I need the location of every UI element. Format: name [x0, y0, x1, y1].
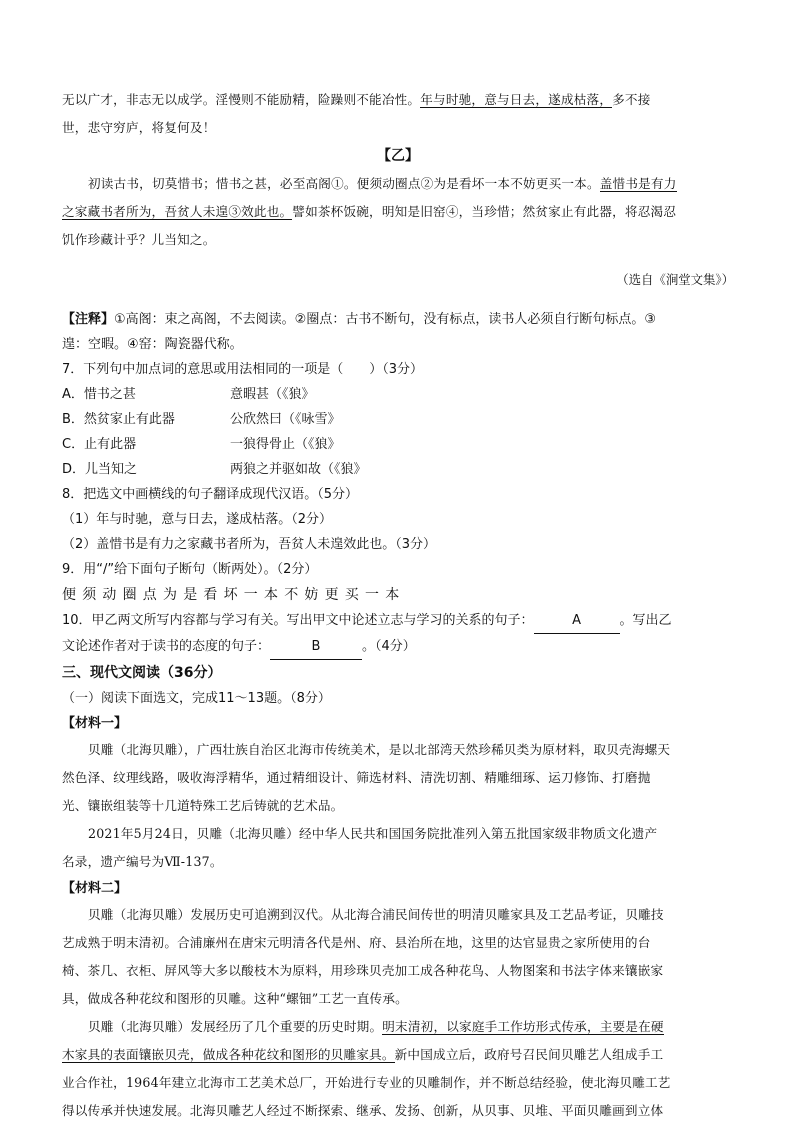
jia-underlined-sentence: 年与时驰，意与日去，遂成枯落， — [420, 92, 613, 107]
material-2-line-4: 具，做成各种花纹和图形的贝雕。这种“螺钿”工艺一直传承。 — [62, 990, 408, 1006]
q7-option-c — [62, 432, 734, 457]
material-1-line-4: 2021年5月24日，贝雕（北海贝雕）经中华人民共和国国务院批准列入第五批国家级非物质文化遗产 — [88, 825, 658, 841]
material-1-title: 【材料一】 — [62, 715, 128, 731]
q7-option-b — [62, 407, 734, 432]
material-1-line-1: 贝雕（北海贝雕），广西壮族自治区北海市传统美术，是以北部湾天然珍稀贝类为原材料，取贝壳海螺天 — [88, 741, 671, 757]
notes — [62, 307, 734, 357]
material-2-line-5 — [62, 1013, 734, 1041]
notes-label: 【注释】 — [62, 311, 115, 327]
jia-text-line-1 — [62, 86, 734, 114]
option-right: 意暇甚（《狼》 — [230, 386, 315, 402]
yi-text-line-3: 饥作珍藏计乎？儿当知之。 — [62, 232, 216, 247]
notes-line-2: 遑：空暇。④窑：陶瓷器代称。 — [62, 336, 243, 352]
option-right: 一狼得骨止（《狼》 — [230, 436, 341, 452]
yi-text-line-1 — [62, 170, 734, 198]
option-left: C．止有此器 — [62, 436, 137, 452]
option-right: 两狼之并驱如故（《狼》 — [230, 461, 367, 477]
option-right: 公欣然曰（《咏雪》 — [230, 411, 341, 427]
material-2-line-3: 椅、茶几、衣柜、屏风等大多以酸枝木为原料，用珍珠贝壳加工成各种花鸟、人物图案和书法字体来镶嵌家 — [62, 962, 664, 978]
material-2-line-2: 艺成熟于明末清初。合浦廉州在唐宋元明清各代是州、府、县治所在地，这里的达官显贵之家所使用的台 — [62, 934, 651, 950]
material-2-line-7: 业合作社，1964年建立北海市工艺美术总厂，开始进行专业的贝雕制作，并不断总结经验，使北海贝雕工艺 — [62, 1074, 671, 1090]
material-1-line-3: 光、镶嵌组装等十几道特殊工艺后铸就的艺术品。 — [62, 797, 344, 813]
yi-text-segment: 譬如茶杯饭碗，明知是旧窑④，当珍惜；然贫家止有此器，将忍渴忍 — [292, 204, 677, 219]
q10-text: 。（4分） — [362, 638, 416, 654]
question-8-stem: 8．把选文中画横线的句子翻译成现代汉语。（5分） — [62, 486, 359, 502]
m2-text-segment: 贝雕（北海贝雕）发展经历了几个重要的历史时期。 — [88, 1018, 383, 1034]
exam-page — [62, 86, 734, 1125]
jia-text-line-2: 世，悲守穷庐，将复何及！ — [62, 120, 216, 135]
material-1-line-5: 名录，遗产编号为Ⅶ-137。 — [62, 853, 223, 869]
material-2-line-6 — [62, 1041, 734, 1069]
question-9-sentence: 便须动圈点为是看坏一本不妨更买一本 — [62, 586, 406, 603]
q10-text: 10．甲乙两文所写内容都与学习有关。写出甲文中论述立志与学习的关系的句子： — [62, 612, 534, 628]
yi-underlined-sentence: 之家藏书者所为，吾贫人未遑③效此也。 — [62, 204, 293, 219]
section-3-heading: 三、现代文阅读（36分） — [62, 664, 222, 681]
question-10-line-2 — [62, 634, 734, 660]
question-10-line-1 — [62, 608, 734, 634]
m2-underlined-sentence: 木家具的表面镶嵌贝壳，做成各种花纹和图形的贝雕家具。 — [62, 1046, 395, 1062]
m2-underlined-sentence: 明末清初，以家庭手工作坊形式传承，主要是在硬 — [382, 1018, 664, 1034]
yi-underlined-sentence: 盖惜书是有力 — [599, 176, 677, 191]
question-8-sub-2: （2）盖惜书是有力之家藏书者所为，吾贫人未遑效此也。（3分） — [62, 536, 437, 552]
notes-line-1 — [62, 307, 734, 332]
q10-text: 文论述作者对于读书的态度的句子： — [62, 638, 271, 654]
subsection-1-heading: （一）阅读下面选文，完成11～13题。（8分） — [62, 690, 331, 706]
yi-text-segment: 初读古书，切莫惜书；惜书之甚，必至高阁①。便须动圈点②为是看坏一本不妨更买一本。 — [88, 176, 600, 191]
material-1-line-2: 然色泽、纹理线路，吸收海浮精华，通过精细设计、筛选材料、清洗切割、精雕细琢、运刀修饰、打磨抛 — [62, 769, 651, 785]
option-left: D．儿当知之 — [62, 461, 138, 477]
yi-text-line-2 — [62, 198, 734, 226]
answer-blank-a[interactable]: A — [534, 608, 620, 634]
answer-blank-b[interactable]: B — [270, 634, 362, 660]
yi-heading: 【乙】 — [377, 148, 419, 164]
material-2-title: 【材料二】 — [62, 880, 128, 896]
jia-text-segment: 无以广才，非志无以成学。淫慢则不能励精，险躁则不能冶性。 — [62, 92, 421, 107]
q7-option-a — [62, 382, 734, 407]
jia-text-segment: 多不接 — [612, 92, 651, 107]
material-2-line-8: 得以传承并快速发展。北海贝雕艺人经过不断探索、继承、发扬、创新，从贝事、贝堆、平面贝雕画到立体 — [62, 1102, 664, 1118]
yi-source: （选自《涧堂文集》） — [616, 272, 734, 288]
option-left: A．惜书之甚 — [62, 386, 136, 402]
option-left: B．然贫家止有此器 — [62, 411, 175, 427]
material-2-line-1: 贝雕（北海贝雕）发展历史可追溯到汉代。从北海合浦民间传世的明清贝雕家具及工艺品考证，贝雕技 — [88, 906, 664, 922]
question-9-stem: 9．用“/”给下面句子断句（断两处）。（2分） — [62, 561, 318, 577]
question-8-sub-1: （1）年与时驰，意与日去，遂成枯落。（2分） — [62, 511, 333, 527]
notes-text: ①高阁：束之高阁，不去阅读。②圈点：古书不断句，没有标点，读书人必须自行断句标点。③ — [114, 311, 656, 327]
q7-option-d — [62, 457, 734, 482]
q10-text: 。写出乙 — [619, 612, 672, 628]
m2-text-segment: 新中国成立后，政府号召民间贝雕艺人组成手工 — [394, 1046, 664, 1062]
question-7-stem: 7．下列句中加点词的意思或用法相同的一项是（ ）（3分） — [62, 361, 424, 377]
